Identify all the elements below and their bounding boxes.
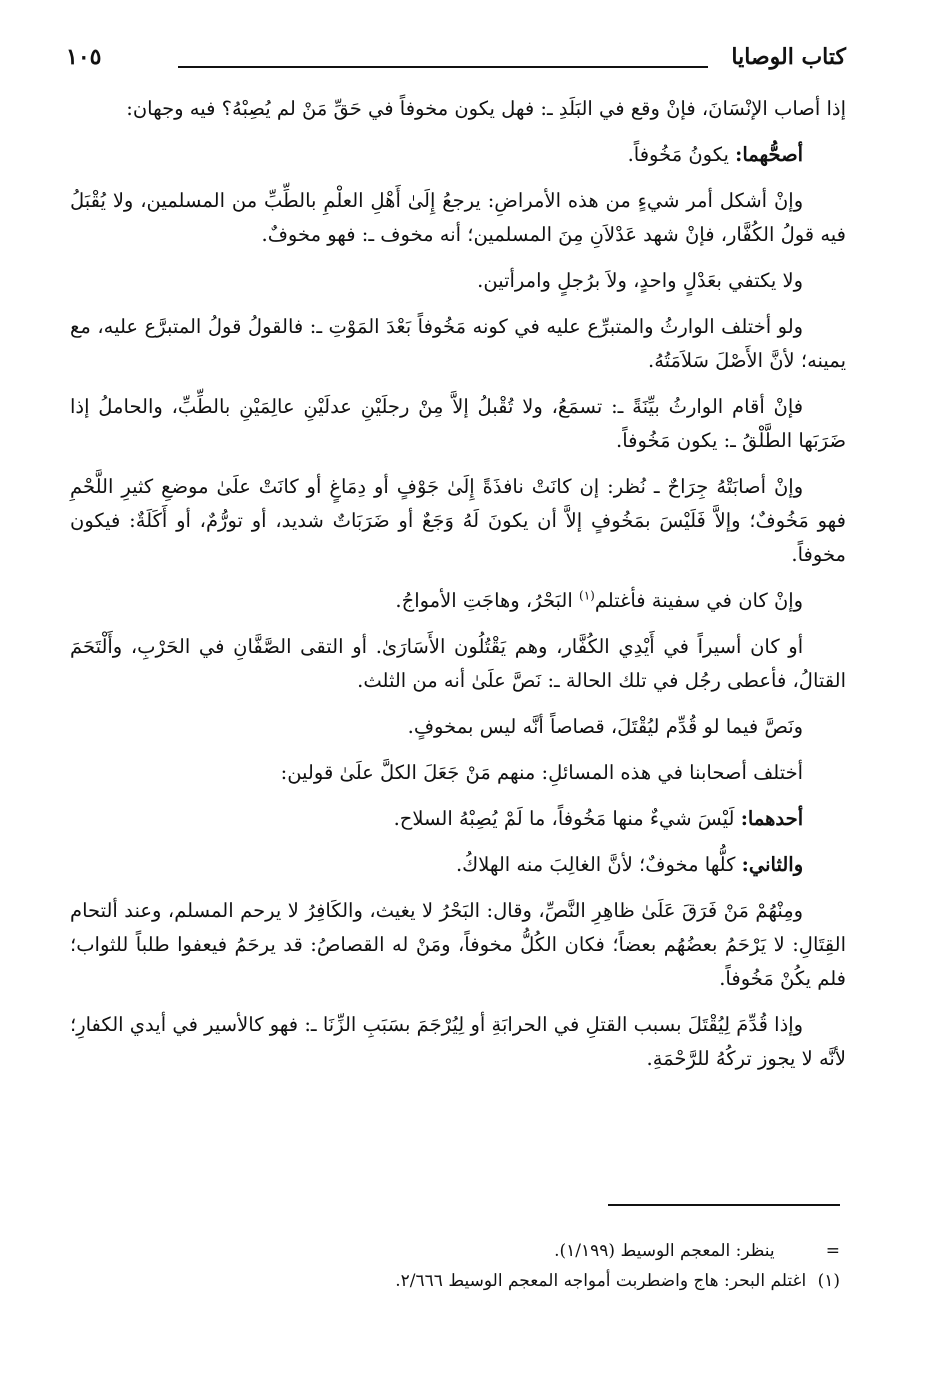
paragraph: وإنْ أشكل أمر شيءٍ من هذه الأمراضِ: يرجعُ إِلَىٰ أَهْلِ العلْمِ بالطِّبِّ من المسلمين، ولا يُقْبَلُ فيه قولُ الكُفَّار، فإنْ شهد عَدْلاَنِ مِنَ المسلمين؛ أنه مخوف ـ: فهو مخوفٌ. (70, 189, 846, 246)
continuation-text: ينظر: المعجم الوسيط (١/١٩٩). (554, 1241, 775, 1261)
paragraph: أصحُّهما: يكونُ مَخُوفاً. (627, 143, 804, 166)
paragraph: وإذا قُدِّمَ لِيُقْتَلَ بسبب القتلِ في الحرابَةِ أو لِيُرْجَمَ بسَبَبِ الزِّنَا ـ: فهو كالأسير في أيدي الكفارِ؛ لأنَّه لا يجوز تركُهُ للرَّحْمَةِ. (70, 1013, 846, 1070)
footnote-label: (١) (817, 1271, 840, 1291)
footnote-continuation (150, 1236, 840, 1266)
paragraph: أحدهما: لَيْسَ شيءٌ منها مَخُوفاً، ما لَمْ يُصِبْهُ السلاح. (393, 807, 804, 830)
paragraph: والثاني: كلُّها مخوفٌ؛ لأنَّ الغالِبَ منه الهلاكُ. (455, 853, 804, 876)
bold-term: أصحُّهما: (735, 143, 804, 166)
bold-term: والثاني: (741, 853, 804, 876)
paragraph: ونَصَّ فيما لو قُدِّم ليُقْتَلَ، قصاصاً أنَّه ليس بمخوفٍ. (407, 715, 804, 738)
footnote-reference[interactable]: (١) (579, 588, 595, 603)
footnote-separator (608, 1204, 840, 1206)
paragraph: ومِنْهُمْ مَنْ فَرَقَ عَلَىٰ ظاهِرِ النَّصِّ، وقال: البَحْرُ لا يغيث، والكَافِرُ لا يرحم المسلم، وعند ألتحام القِتَالِ: لا يَرْحَمُ بعضُهُم بعضاً؛ فكان الكُلُّ مخوفاً، ومَنْ له القصاصُ: قد يرحَمُ فيعفوا طلباً للثواب؛ فلم يكُنْ مَخُوفاً. (70, 899, 846, 990)
paragraph: إذا أصاب الإنْسَانَ، فإنْ وقع في البَلَدِ ـ: فهل يكون مخوفاً في حَقِّ مَنْ لم يُصِبْهُ؟ فيه وجهان: (126, 97, 846, 120)
continuation-marker: = (825, 1241, 840, 1261)
page-header (66, 38, 846, 78)
paragraph: أو كان أسيراً في أَيْدِي الكُفَّار، وهم يَقْتُلُون الأَسَارَىٰ. أو التقى الصَّفَّانِ في الحَرْبِ، وأَلْتَحَمَ القتالُ، فأعطى رجُل في تلك الحالة ـ: نَصَّ علَىٰ أنه من الثلث. (70, 635, 846, 692)
paragraph: وإنْ أصابَتْهُ جِرَاحٌ ـ نُظر: إن كانَتْ نافذَةً إِلَىٰ جَوْفٍ أو دِمَاغٍ أو كانَتْ علَىٰ موضعِ كثيرِ اللَّحْمِ فهو مَخُوفٌ؛ وإلاَّ فَلَيْسَ بمَخُوفٍ إلاَّ أن يكونَ لَهُ وَجَعٌ أو ضَرَبَاتٌ شديد، أو تورُّمٌ، أو أَكَلَةٌ: فيكون مخوفاً. (70, 475, 846, 566)
footnote-text: اغتلم البحر: هاج واضطربت أمواجه المعجم الوسيط ٢/٦٦٦. (395, 1271, 807, 1291)
paragraph: ولو أختلف الوارثُ والمتبرِّع عليه في كونه مَخُوفاً بَعْدَ المَوْتِ ـ: فالقولُ قولُ المتبرَّع عليه، مع يمينه؛ لأنَّ الأَصْلَ سَلاَمَتُهُ. (70, 315, 846, 372)
paragraph: ولا يكتفي بعَدْلٍ واحدٍ، ولاَ برُجلٍ وامرأتين. (477, 269, 804, 292)
paragraph: أختلف أصحابنا في هذه المسائلِ: منهم مَنْ جَعَلَ الكلَّ علَىٰ قولين: (280, 761, 804, 784)
page-number: ١٠٥ (66, 44, 102, 70)
paragraph: وإنْ كان في سفينة فأغتلم$^{(١)}$ البَحْرُ، وهاجَتِ الأمواجُ. (395, 588, 804, 612)
footnote-1 (150, 1266, 840, 1296)
header-rule (178, 66, 708, 68)
footnotes (150, 1236, 840, 1296)
bold-term: أحدهما: (740, 807, 804, 830)
body-text (70, 92, 846, 1088)
running-title: كتاب الوصايا (731, 44, 846, 70)
paragraph: فإنْ أقام الوارثُ بيِّنَةً ـ: تسمَعُ، ولا تُقْبلُ إلاَّ مِنْ رجلَيْنِ عدلَيْنِ عالِمَيْنِ بالطِّبِّ، والحاملُ إذا ضَرَبَها الطَّلْقُ ـ: يكون مَخُوفاً. (70, 395, 846, 452)
